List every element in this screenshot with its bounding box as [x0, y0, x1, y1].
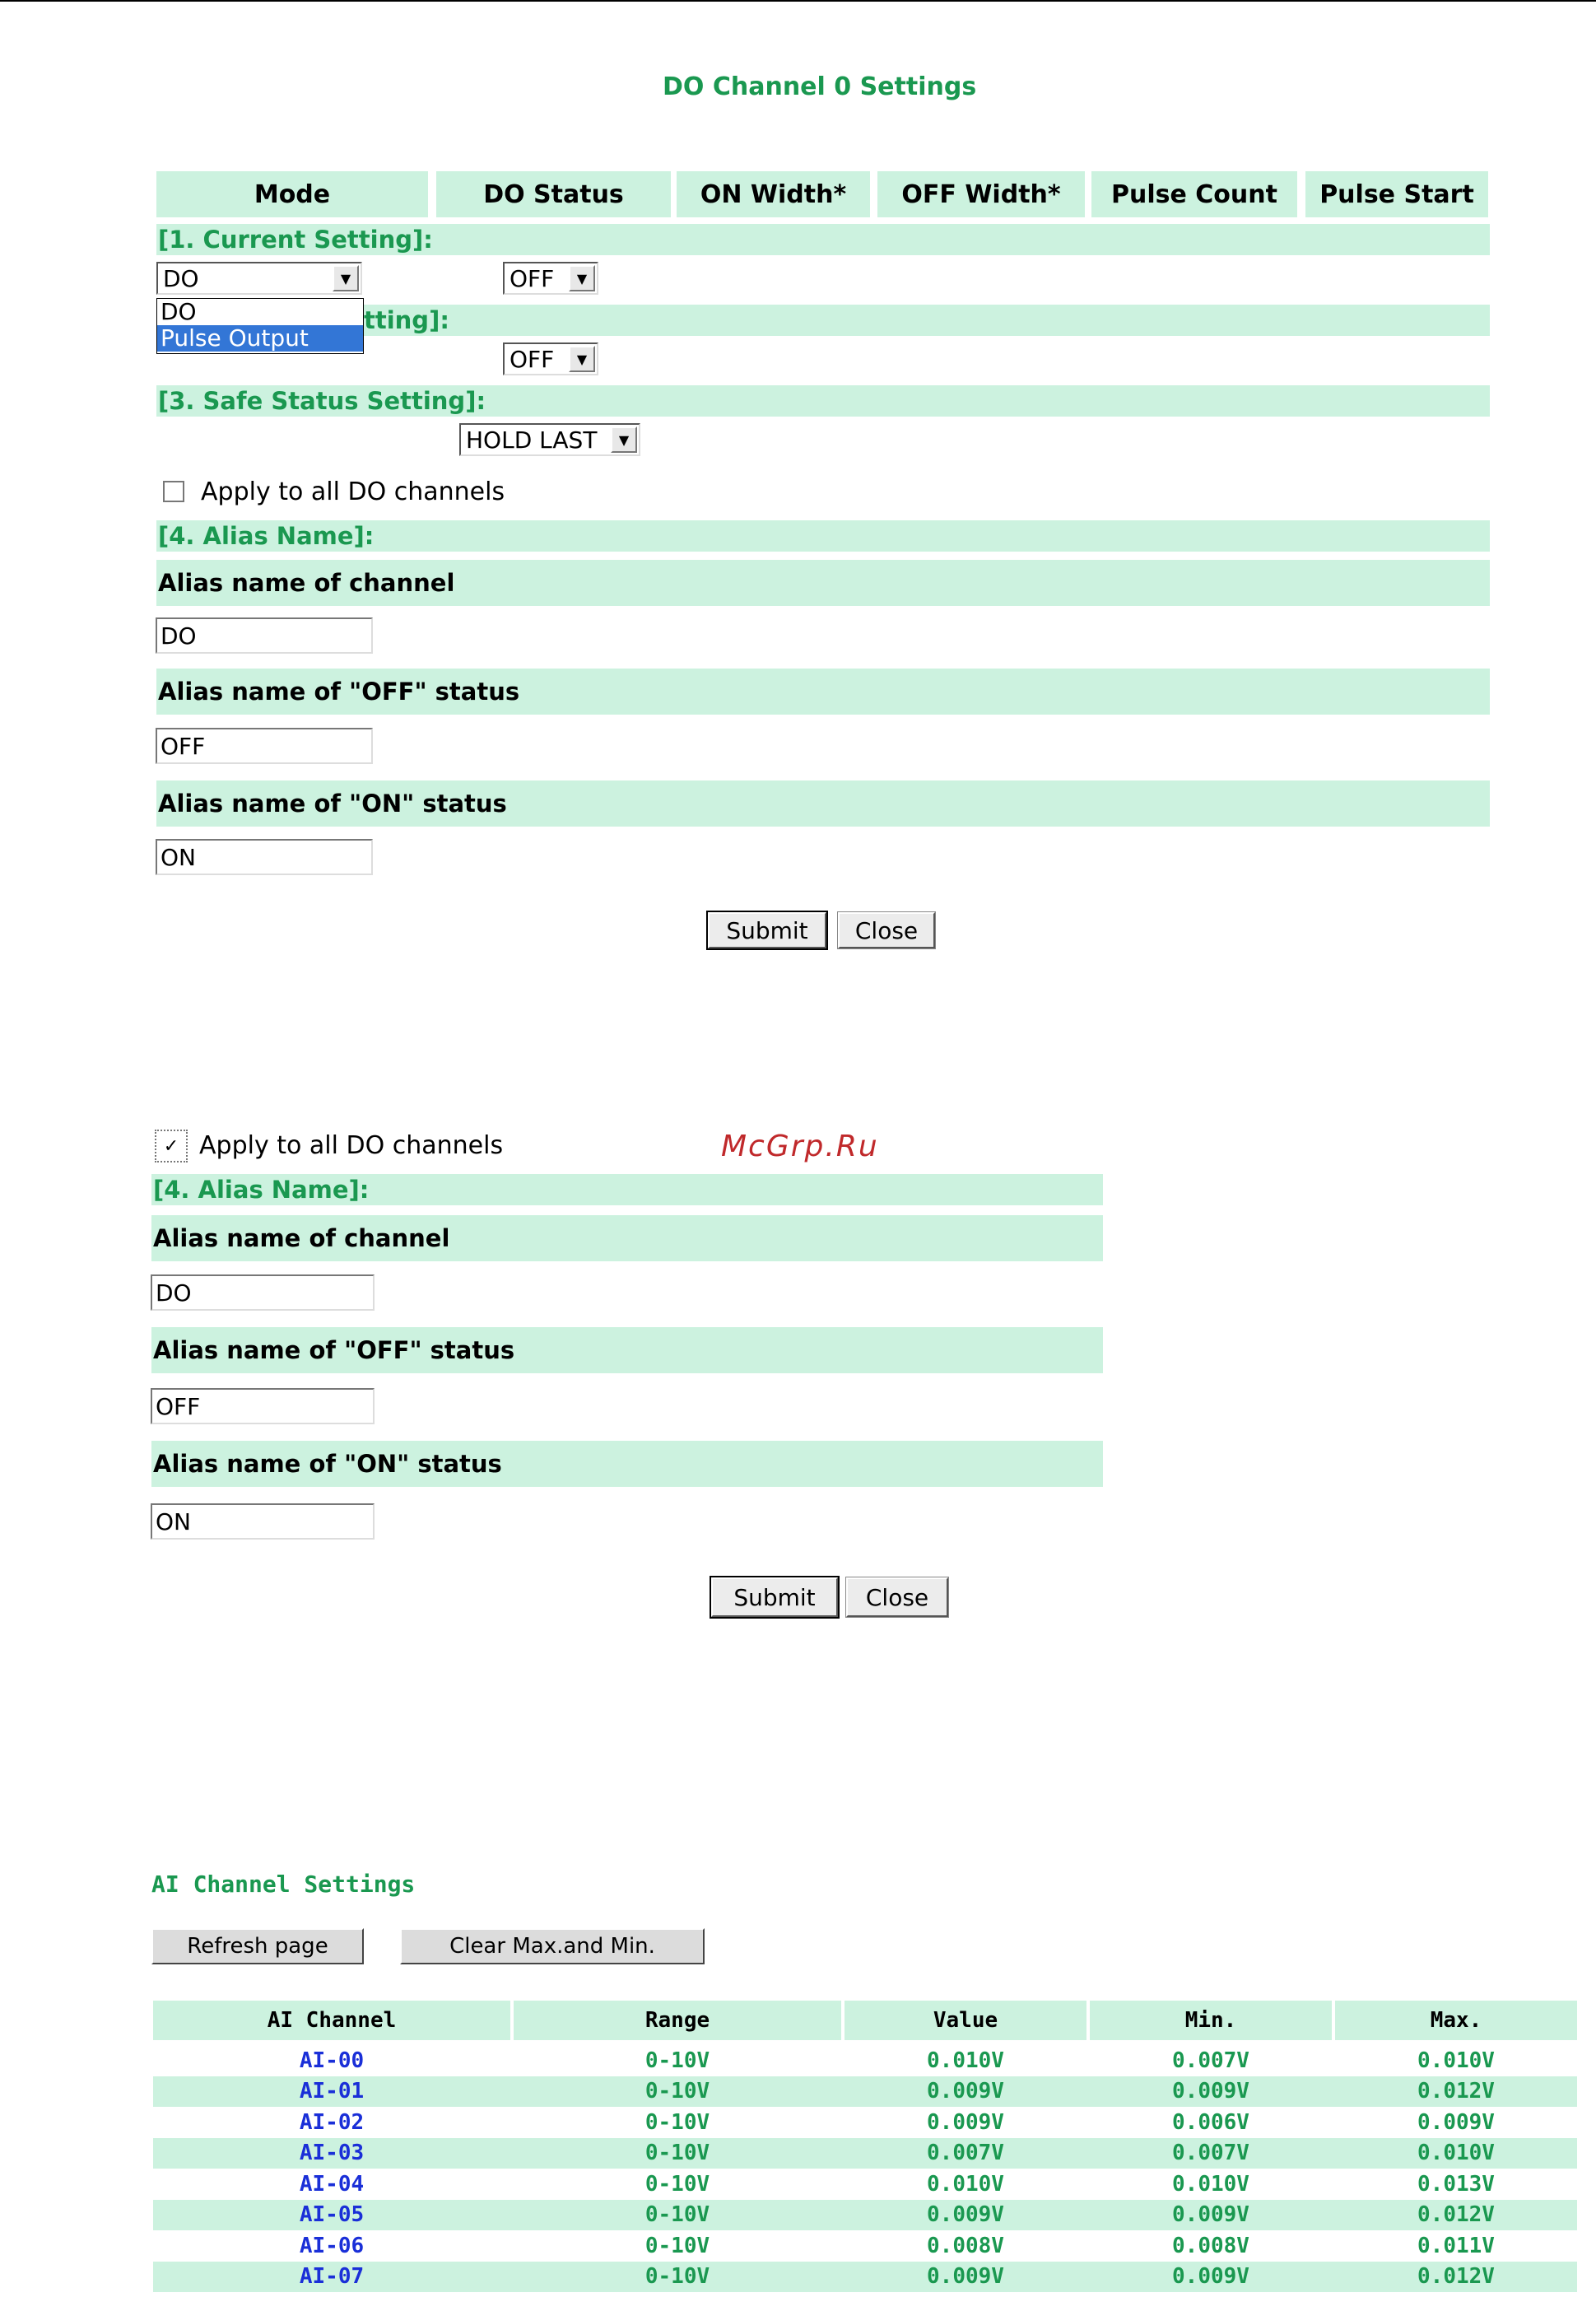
apply-all-label: Apply to all DO channels [199, 1131, 504, 1160]
current-status-value: OFF [510, 264, 555, 292]
col-ai-channel: AI Channel [153, 2001, 510, 2040]
col-range: Range [514, 2001, 841, 2040]
max-cell: 0.012V [1417, 2202, 1495, 2227]
col-do-status: DO Status [436, 171, 671, 217]
submit-button[interactable]: Submit [708, 912, 826, 948]
alias-off-input[interactable]: OFF [151, 1388, 375, 1424]
table-row [0, 2169, 1596, 2199]
min-cell: 0.008V [1172, 2233, 1249, 2258]
alias-on-input[interactable]: ON [151, 1503, 375, 1540]
range-cell: 0-10V [644, 2171, 710, 2197]
col-max: Max. [1335, 2001, 1577, 2040]
alias-off-label: Alias name of "OFF" status [151, 1327, 1103, 1373]
table-row [0, 2230, 1596, 2261]
refresh-page-button[interactable]: Refresh page [151, 1928, 364, 1964]
apply-all-checkbox[interactable] [163, 481, 184, 502]
safe-status-value: HOLD LAST [466, 426, 598, 454]
value-cell: 0.010V [927, 2171, 1004, 2197]
dropdown-arrow-icon[interactable]: ▼ [569, 346, 595, 372]
alias-channel-label: Alias name of channel [151, 1215, 1103, 1261]
alias-channel-input[interactable]: DO [156, 617, 373, 654]
value-cell: 0.009V [927, 2109, 1004, 2135]
section-alias-name: [4. Alias Name]: [156, 520, 1490, 552]
table-row [0, 2045, 1596, 2076]
range-cell: 0-10V [644, 2109, 710, 2135]
section-power-on-setting: tting]: [362, 305, 1490, 336]
min-cell: 0.007V [1172, 2141, 1249, 2165]
power-on-status-value: OFF [510, 345, 555, 373]
max-cell: 0.010V [1417, 2141, 1495, 2165]
alias-off-label: Alias name of "OFF" status [156, 669, 1490, 715]
range-cell: 0-10V [644, 2079, 710, 2104]
max-cell: 0.009V [1417, 2109, 1495, 2135]
mode-select-value: DO [163, 264, 199, 292]
value-cell: 0.008V [927, 2233, 1004, 2258]
current-status-select[interactable] [503, 262, 598, 295]
dropdown-arrow-icon[interactable]: ▼ [333, 265, 359, 291]
alias-on-label: Alias name of "ON" status [151, 1441, 1103, 1487]
col-value: Value [845, 2001, 1086, 2040]
submit-button[interactable]: Submit [711, 1577, 838, 1617]
dropdown-arrow-icon[interactable]: ▼ [569, 265, 595, 291]
ai-channel-cell: AI-06 [299, 2233, 365, 2258]
table-row [0, 2138, 1596, 2169]
section-alias-name: [4. Alias Name]: [151, 1174, 1103, 1205]
min-cell: 0.009V [1172, 2202, 1249, 2227]
section-safe-status: [3. Safe Status Setting]: [156, 385, 1490, 417]
ai-channel-cell: AI-07 [299, 2264, 365, 2289]
range-cell: 0-10V [644, 2048, 710, 2073]
page-title: DO Channel 0 Settings [663, 72, 977, 101]
ai-channel-cell: AI-02 [299, 2109, 365, 2135]
alias-off-input[interactable]: OFF [156, 728, 373, 764]
col-pulse-start: Pulse Start [1305, 171, 1488, 217]
min-cell: 0.007V [1172, 2048, 1249, 2073]
top-border [0, 0, 1596, 2]
range-cell: 0-10V [644, 2202, 710, 2227]
ai-settings-title: AI Channel Settings [151, 1871, 416, 1898]
min-cell: 0.009V [1172, 2079, 1249, 2104]
dropdown-arrow-icon[interactable]: ▼ [611, 426, 637, 453]
alias-on-input[interactable]: ON [156, 839, 373, 875]
mode-option-do[interactable]: DO [161, 298, 197, 325]
min-cell: 0.006V [1172, 2109, 1249, 2135]
col-on-width: ON Width* [677, 171, 870, 217]
ai-channel-cell: AI-01 [299, 2079, 365, 2104]
apply-all-label: Apply to all DO channels [201, 478, 505, 506]
ai-channel-cell: AI-04 [299, 2171, 365, 2197]
table-row [0, 2262, 1596, 2292]
mode-dropdown-list[interactable] [156, 298, 364, 354]
max-cell: 0.013V [1417, 2171, 1495, 2197]
ai-channel-cell: AI-00 [299, 2048, 365, 2073]
col-mode: Mode [156, 171, 428, 217]
col-min: Min. [1090, 2001, 1332, 2040]
mode-option-pulse-output[interactable]: Pulse Output [157, 325, 363, 352]
ai-channel-cell: AI-03 [299, 2141, 365, 2165]
table-row [0, 2076, 1596, 2107]
mode-select[interactable] [156, 262, 362, 295]
watermark: McGrp.Ru [721, 1130, 879, 1163]
col-off-width: OFF Width* [877, 171, 1085, 217]
apply-all-checkbox-checked[interactable] [155, 1130, 188, 1162]
value-cell: 0.007V [927, 2141, 1004, 2165]
value-cell: 0.009V [927, 2264, 1004, 2289]
value-cell: 0.010V [927, 2048, 1004, 2073]
alias-channel-label: Alias name of channel [156, 560, 1490, 606]
range-cell: 0-10V [644, 2233, 710, 2258]
power-on-status-select[interactable] [503, 342, 598, 375]
value-cell: 0.009V [927, 2202, 1004, 2227]
section-current-setting: [1. Current Setting]: [156, 224, 1490, 255]
clear-max-min-button[interactable]: Clear Max.and Min. [400, 1928, 705, 1964]
table-row [0, 2200, 1596, 2230]
range-cell: 0-10V [644, 2264, 710, 2289]
alias-channel-input[interactable]: DO [151, 1274, 375, 1311]
min-cell: 0.009V [1172, 2264, 1249, 2289]
table-row [0, 2107, 1596, 2137]
max-cell: 0.012V [1417, 2264, 1495, 2289]
close-button[interactable]: Close [838, 912, 935, 948]
alias-on-label: Alias name of "ON" status [156, 780, 1490, 827]
col-pulse-count: Pulse Count [1091, 171, 1297, 217]
value-cell: 0.009V [927, 2079, 1004, 2104]
max-cell: 0.012V [1417, 2079, 1495, 2104]
close-button[interactable]: Close [846, 1577, 948, 1617]
safe-status-select[interactable] [459, 423, 640, 456]
min-cell: 0.010V [1172, 2171, 1249, 2197]
max-cell: 0.011V [1417, 2233, 1495, 2258]
range-cell: 0-10V [644, 2141, 710, 2165]
checkmark-icon: ✓ [163, 1135, 179, 1157]
max-cell: 0.010V [1417, 2048, 1495, 2073]
ai-channel-cell: AI-05 [299, 2202, 365, 2227]
